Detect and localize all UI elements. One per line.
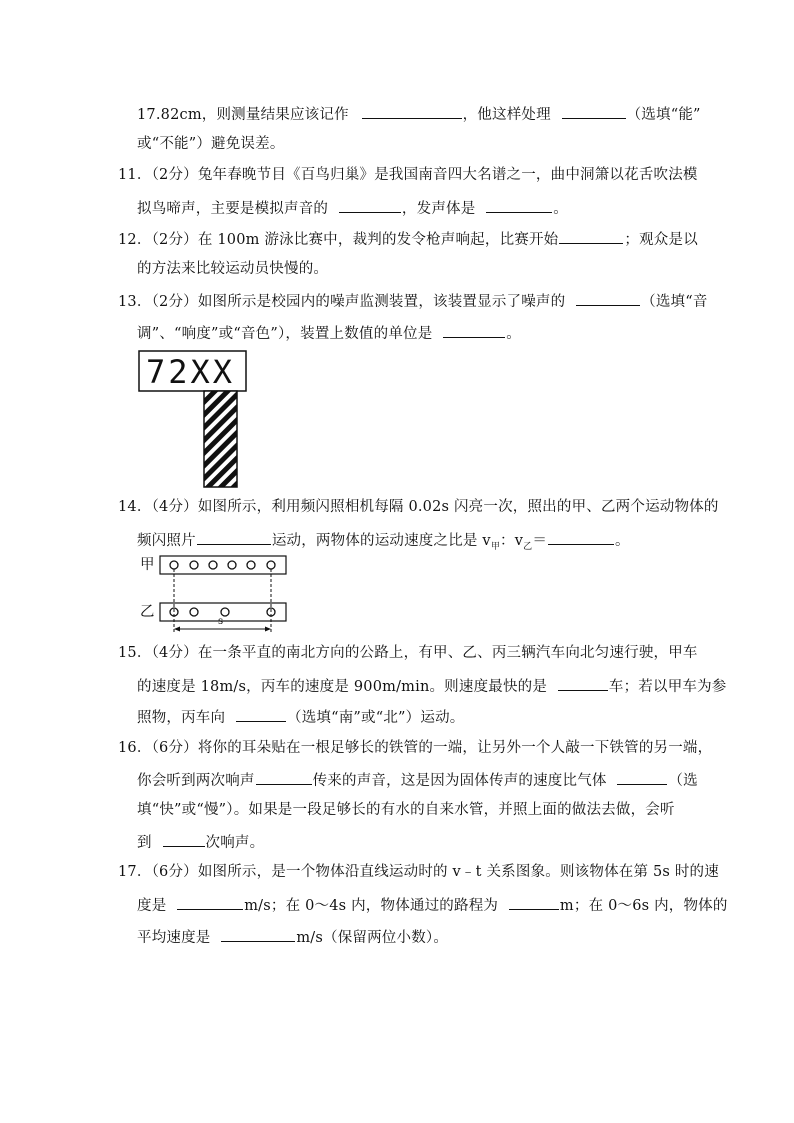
arrow-right-head [265, 627, 271, 632]
q15-line-1 [118, 643, 698, 663]
strobe-photo-figure [138, 553, 298, 638]
q12-text-1b: ；观众是以 [624, 232, 698, 248]
q14-text-2c: ：v [500, 533, 524, 549]
q13-text-1a: （2分）如图所示是校园内的噪声监测装置，该装置显示了噪声的 [151, 294, 566, 310]
q17-blank-1[interactable] [177, 894, 243, 910]
q17-text-3b: m/s（保留两位小数）。 [296, 930, 449, 946]
q16-text-4b: 次响声。 [205, 835, 265, 851]
q14-text-2d: ＝ [532, 533, 548, 549]
q14-blank-1[interactable] [197, 529, 271, 545]
noise-display-value: 72XX [146, 353, 236, 391]
q11-text-2a: 拟鸟啼声，主要是模拟声音的 [137, 201, 329, 217]
jia-dot-6 [267, 561, 275, 569]
q17-line-2 [137, 894, 728, 916]
q15-line-2 [137, 675, 727, 697]
q15-number: 15． [118, 645, 152, 661]
q17-line-1 [118, 862, 719, 882]
q14-text-1: （4分）如图所示，利用频闪照相机每隔 0.02s 闪亮一次，照出的甲、乙两个运动物体的 [151, 499, 719, 515]
q15-text-2a: 的速度是 18m/s，丙车的速度是 900m/min。则速度最快的是 [137, 679, 548, 695]
q17-text-1: （6分）如图所示，是一个物体沿直线运动时的 v﹣t 关系图象。则该物体在第 5s 时的速 [151, 864, 719, 880]
q12-number: 12． [118, 232, 152, 248]
q10-text-b: ，他这样处理 [462, 107, 551, 123]
jia-dot-1 [170, 561, 178, 569]
q17-line-3 [137, 926, 448, 948]
q16-number: 16． [118, 740, 152, 756]
q14-text-2b: 运动，两物体的运动速度之比是 v [271, 533, 491, 549]
q16-line-4 [137, 831, 264, 853]
q10-blank-2[interactable] [562, 103, 626, 119]
q10-text-a: 17.82cm，则测量结果应该记作 [137, 107, 349, 123]
q15-text-3b: （选填“南”或“北”）运动。 [287, 710, 465, 726]
q14-number: 14． [118, 499, 152, 515]
q14-sub-jia: 甲 [490, 541, 501, 552]
jia-dot-4 [228, 561, 236, 569]
q13-line-2 [137, 322, 521, 344]
q12-line-1 [118, 228, 698, 250]
q16-text-4a: 到 [137, 835, 152, 851]
q17-number: 17． [118, 864, 152, 880]
label-jia: 甲 [140, 557, 155, 573]
q16-line-2 [137, 769, 698, 791]
q13-text-1b: （选填“音 [641, 294, 708, 310]
q17-text-2c: m；在 0～6s 内，物体的 [559, 898, 728, 914]
arrow-left-head [174, 627, 180, 632]
q17-blank-2[interactable] [509, 894, 559, 910]
q16-text-2c: （选 [668, 773, 698, 789]
yi-dot-3 [221, 608, 229, 616]
q11-line-1 [118, 165, 698, 185]
q16-blank-1[interactable] [256, 769, 312, 785]
q15-blank-1[interactable] [558, 675, 608, 691]
q16-blank-2[interactable] [617, 769, 667, 785]
q16-text-2b: 传来的声音，这是因为固体传声的速度比气体 [312, 773, 607, 789]
q14-blank-2[interactable] [548, 529, 614, 545]
q14-sub-yi: 乙 [523, 541, 533, 552]
q17-text-2a: 度是 [137, 898, 167, 914]
q13-blank-2[interactable] [443, 322, 505, 338]
q13-text-2b: 。 [506, 326, 521, 342]
q13-number: 13． [118, 294, 152, 310]
q11-line-2 [137, 197, 568, 219]
q11-number: 11． [118, 167, 152, 183]
q16-blank-3[interactable] [163, 831, 205, 847]
q10-text-c: （选填“能” [626, 107, 701, 123]
q12-text-1a: （2分）在 100m 游泳比赛中，裁判的发令枪声响起，比赛开始 [151, 232, 559, 248]
q15-blank-2[interactable] [236, 706, 286, 722]
q12-text-2: 的方法来比较运动员快慢的。 [137, 261, 329, 277]
q12-line-2 [137, 259, 328, 279]
q16-line-3 [137, 800, 675, 820]
q14-text-2e: 。 [615, 533, 630, 549]
jia-dot-2 [190, 561, 198, 569]
label-yi: 乙 [140, 604, 155, 620]
label-s: s [218, 616, 224, 627]
q11-text-2b: ，发声体是 [401, 201, 476, 217]
q13-blank-1[interactable] [576, 290, 640, 306]
q15-text-3a: 照物，丙车向 [137, 710, 226, 726]
q17-text-3a: 平均速度是 [137, 930, 211, 946]
yi-dot-2 [190, 608, 198, 616]
q11-text-1: （2分）兔年春晚节目《百鸟归巢》是我国南音四大名谱之一，曲中洞箫以花舌吹法模 [151, 167, 698, 183]
q12-blank-1[interactable] [559, 228, 623, 244]
q10-blank-1[interactable] [362, 103, 462, 119]
q14-line-1 [118, 497, 719, 517]
q13-line-1 [118, 290, 708, 312]
q15-text-2b: 车；若以甲车为参 [608, 679, 727, 695]
q10-text-d: 或“不能”）避免误差。 [137, 136, 285, 152]
monitor-pole [204, 391, 237, 487]
q16-text-2a: 你会听到两次响声 [137, 773, 255, 789]
q10-line-2 [137, 134, 285, 154]
jia-dot-5 [247, 561, 255, 569]
q14-text-2a: 频闪照片 [137, 533, 196, 549]
q16-text-3: 填“快”或“慢”）。如果是一段足够长的有水的自来水管，并照上面的做法去做，会听 [137, 802, 675, 818]
q11-blank-1[interactable] [339, 197, 401, 213]
q15-text-1: （4分）在一条平直的南北方向的公路上，有甲、乙、丙三辆汽车向北匀速行驶，甲车 [151, 645, 698, 661]
q17-blank-3[interactable] [221, 926, 295, 942]
q16-line-1 [118, 738, 712, 758]
q15-line-3 [137, 706, 464, 728]
q10-line-1 [137, 103, 701, 125]
jia-dot-3 [209, 561, 217, 569]
q16-text-1: （6分）将你的耳朵贴在一根足够长的铁管的一端，让另外一个人敲一下铁管的另一端， [151, 740, 713, 756]
q13-text-2a: 调”、“响度”或“音色”），装置上数值的单位是 [137, 326, 433, 342]
q11-text-2c: 。 [553, 201, 568, 217]
noise-monitor-figure [138, 350, 250, 488]
q11-blank-2[interactable] [486, 197, 552, 213]
q17-text-2b: m/s；在 0～4s 内，物体通过的路程为 [244, 898, 499, 914]
